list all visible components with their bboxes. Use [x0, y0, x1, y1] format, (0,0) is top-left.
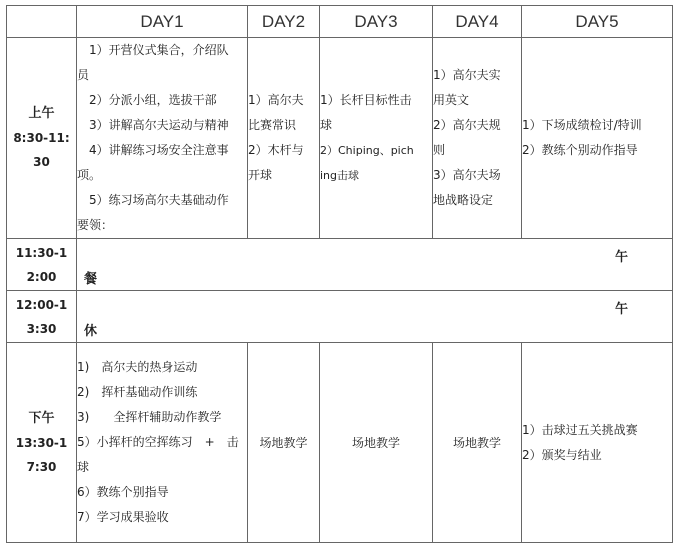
- list-item: 1) 高尔夫的热身运动: [77, 360, 198, 374]
- lunch-row: [7, 239, 673, 291]
- rest-row: [7, 291, 673, 343]
- afternoon-time-line2: 7:30: [26, 459, 57, 474]
- afternoon-time-cell: [7, 343, 77, 543]
- afternoon-day4: 场地教学: [433, 343, 522, 543]
- header-row: [7, 6, 673, 38]
- list-item: 3) 全挥杆辅助动作教学: [77, 410, 222, 424]
- list-item: 1）下场成绩检讨/特训: [522, 118, 642, 132]
- list-item: 员: [77, 68, 90, 82]
- header-blank: [7, 6, 77, 38]
- header-day1: DAY1: [77, 6, 248, 38]
- afternoon-day5: [522, 343, 673, 543]
- morning-time-line2: 30: [33, 155, 50, 169]
- list-item: 5）练习场高尔夫基础动作: [89, 193, 229, 207]
- morning-day1: [77, 38, 248, 239]
- list-item: 7）学习成果验收: [77, 510, 169, 524]
- list-item: 则: [433, 143, 446, 157]
- morning-day5: [522, 38, 673, 239]
- afternoon-time-line1: 13:30-1: [15, 435, 68, 450]
- list-item: 2）教练个别动作指导: [522, 143, 638, 157]
- rest-char1: 午: [614, 302, 628, 317]
- list-item: 3）讲解高尔夫运动与精神: [89, 118, 229, 132]
- morning-time-cell: [7, 38, 77, 239]
- schedule-table: [6, 5, 673, 543]
- rest-time-line1: 12:00-1: [15, 297, 68, 312]
- rest-time-line2: 3:30: [26, 321, 57, 336]
- rest-time-cell: [7, 291, 77, 343]
- rest-char2: 休: [84, 324, 98, 339]
- list-item: 比赛常识: [248, 118, 297, 132]
- lunch-time-line1: 11:30-1: [15, 245, 68, 260]
- lunch-char2: 餐: [84, 272, 98, 287]
- afternoon-row: [7, 343, 673, 543]
- list-item: 4）讲解练习场安全注意事: [89, 143, 229, 157]
- list-item: 3）高尔夫场: [433, 168, 501, 182]
- afternoon-day3: 场地教学: [320, 343, 433, 543]
- list-item: 1）击球过五关挑战赛: [522, 422, 638, 437]
- morning-day4: [433, 38, 522, 239]
- list-item: 2）木杆与: [248, 143, 304, 157]
- lunch-time-line2: 2:00: [26, 269, 57, 284]
- list-item: 要领：: [77, 218, 114, 232]
- lunch-char1: 午: [614, 250, 628, 265]
- header-day3: DAY3: [320, 6, 433, 38]
- list-item: 开球: [248, 168, 273, 182]
- rest-cell: [77, 291, 673, 343]
- list-item: 6）教练个别指导: [77, 485, 169, 499]
- list-item: 1）高尔夫: [248, 93, 304, 107]
- header-day4: DAY4: [433, 6, 522, 38]
- list-item: 用英文: [433, 93, 470, 107]
- list-item: 2）分派小组，选拔干部: [89, 93, 217, 107]
- list-item: 球: [77, 460, 90, 474]
- afternoon-day1: [77, 343, 248, 543]
- list-item: 1）长杆目标性击: [320, 93, 412, 107]
- list-item: 地战略设定: [433, 193, 494, 207]
- lunch-time-cell: [7, 239, 77, 291]
- list-item: 2) 挥杆基础动作训练: [77, 385, 198, 399]
- morning-time-line1: 8:30-11:: [13, 131, 70, 145]
- afternoon-label: 下午: [28, 410, 55, 426]
- list-item: 项。: [77, 168, 102, 182]
- list-item: 2）Chiping、pich: [320, 144, 414, 157]
- lunch-cell: [77, 239, 673, 291]
- morning-row: [7, 38, 673, 239]
- list-item: 1）开营仪式集合，介绍队: [89, 43, 229, 57]
- morning-day2: [248, 38, 320, 239]
- list-item: 1）高尔夫实: [433, 68, 501, 82]
- list-item: ing击球: [320, 169, 360, 182]
- list-item: 2）颁奖与结业: [522, 447, 602, 462]
- afternoon-day2: 场地教学: [248, 343, 320, 543]
- morning-day3: [320, 38, 433, 239]
- list-item: 2）高尔夫规: [433, 118, 501, 132]
- header-day2: DAY2: [248, 6, 320, 38]
- list-item: 球: [320, 118, 333, 132]
- header-day5: DAY5: [522, 6, 673, 38]
- list-item: 5）小挥杆的空挥练习 + 击: [77, 435, 239, 449]
- morning-label: 上午: [28, 106, 55, 121]
